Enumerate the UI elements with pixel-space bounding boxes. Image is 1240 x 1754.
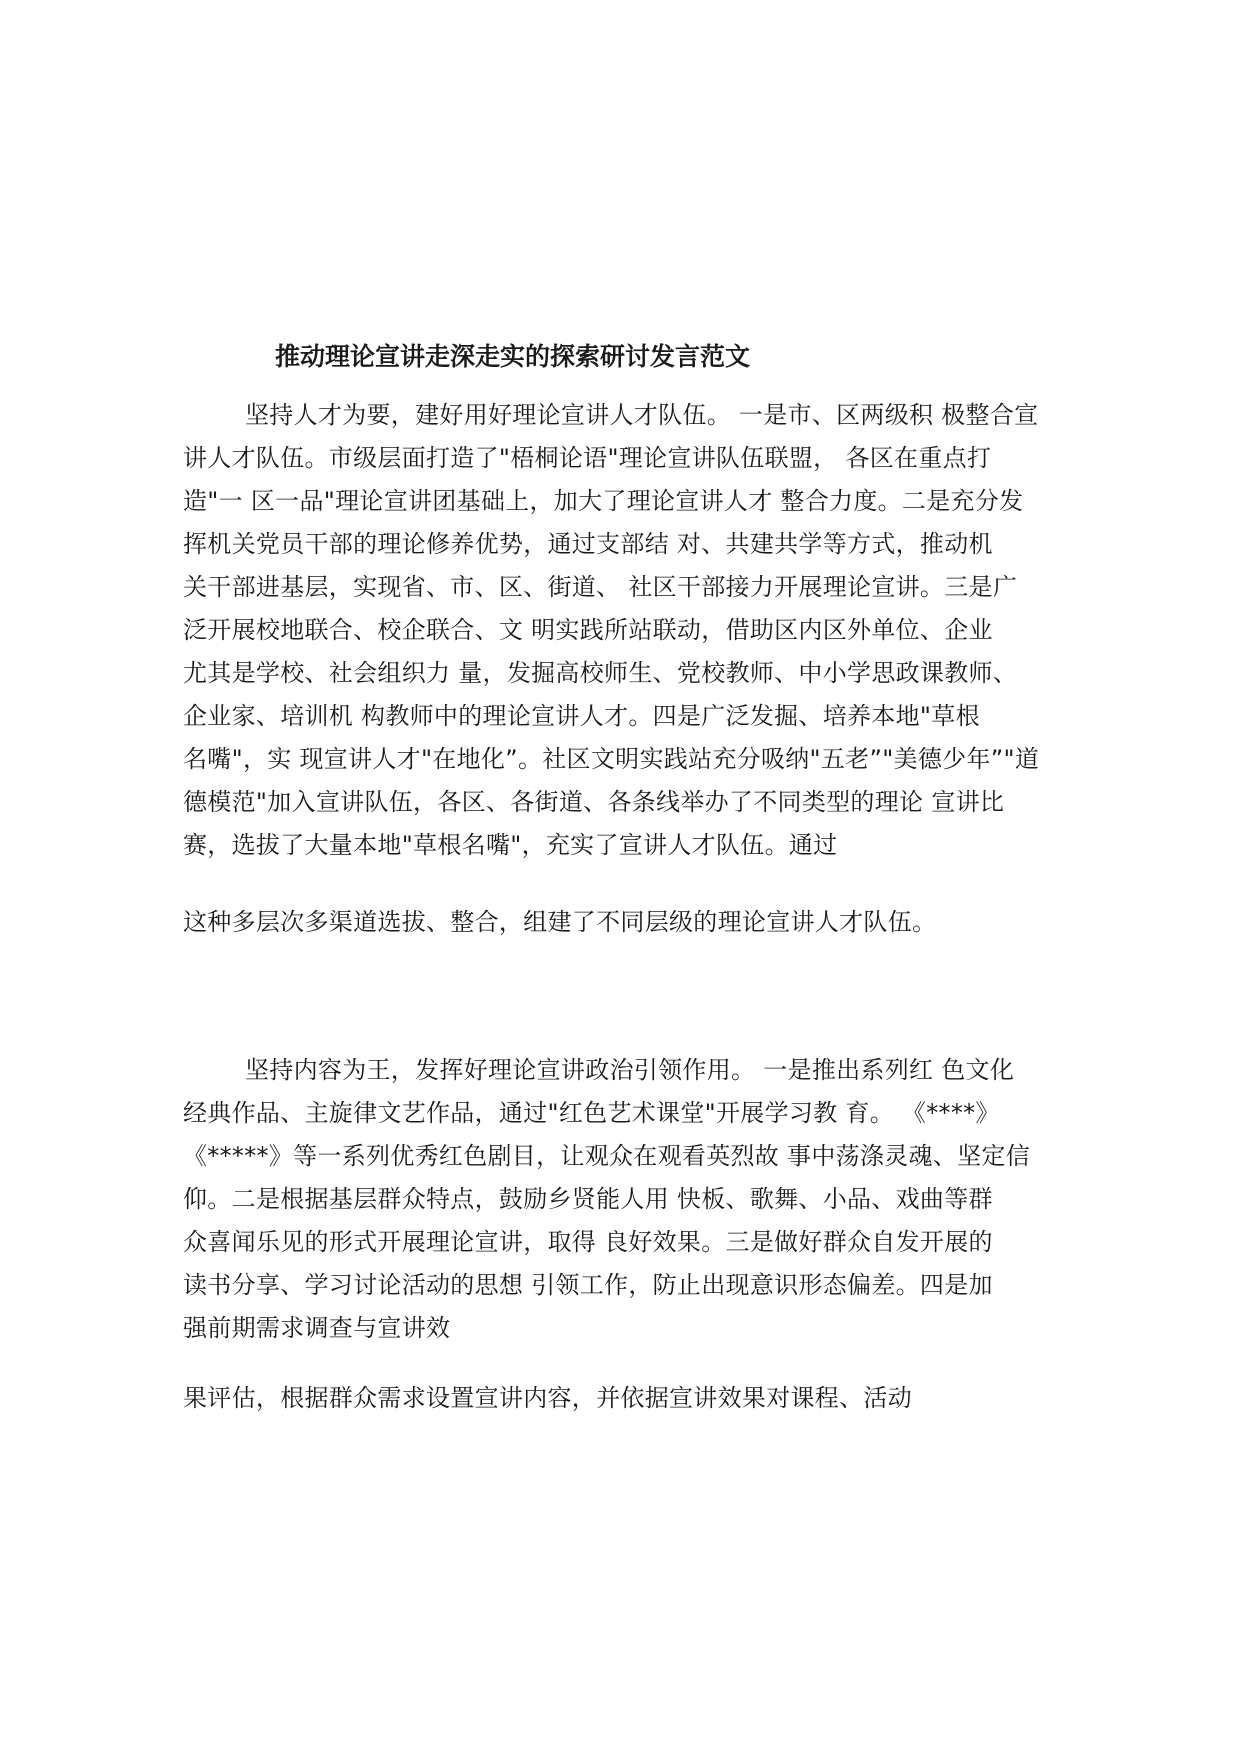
paragraph-line: 强前期需求调查与宣讲效 xyxy=(183,1314,451,1342)
paragraph-line: 关干部进基层，实现省、市、区、街道、 社区干部接力开展理论宣讲。三是广 xyxy=(183,573,1018,601)
paragraph-closing-line: 这种多层次多渠道选拔、整合，组建了不同层级的理论宣讲人才队伍。 xyxy=(183,908,937,936)
paragraph-closing-line: 果评估，根据群众需求设置宣讲内容，并依据宣讲效果对课程、活动 xyxy=(183,1384,912,1412)
paragraph-line: 《*****》等一系列优秀红色剧目，让观众在观看英烈故 事中荡涤灵魂、坚定信 xyxy=(183,1142,1031,1170)
paragraph-line: 德模范"加入宣讲队伍，各区、各街道、各条线举办了不同类型的理论 宣讲比 xyxy=(183,788,1005,816)
document-title: 推动理论宣讲走深走实的探索研讨发言范文 xyxy=(275,342,751,371)
paragraph-line: 坚持人才为要，建好用好理论宣讲人才队伍。 一是市、区两级积 极整合宣 xyxy=(245,401,1039,429)
paragraph-line: 造"一 区一品"理论宣讲团基础上，加大了理论宣讲人才 整合力度。二是充分发 xyxy=(183,487,1024,515)
paragraph-line: 经典作品、主旋律文艺作品，通过"红色艺术课堂"开展学习教 育。 《****》 xyxy=(183,1099,1000,1127)
paragraph-line: 赛，选拔了大量本地"草根名嘴"，充实了宣讲人才队伍。通过 xyxy=(183,831,838,859)
paragraph-line: 企业家、培训机 构教师中的理论宣讲人才。四是广泛发掘、培养本地"草根 xyxy=(183,702,980,730)
paragraph-line: 坚持内容为王，发挥好理论宣讲政治引领作用。 一是推出系列红 色文化 xyxy=(245,1056,1015,1084)
paragraph-line: 讲人才队伍。市级层面打造了"梧桐论语"理论宣讲队伍联盟， 各区在重点打 xyxy=(183,444,992,472)
paragraph-line: 泛开展校地联合、校企联合、文 明实践所站联动，借助区内区外单位、企业 xyxy=(183,616,993,644)
paragraph-line: 挥机关党员干部的理论修养优势，通过支部结 对、共建共学等方式，推动机 xyxy=(183,530,993,558)
paragraph-line: 众喜闻乐见的形式开展理论宣讲，取得 良好效果。三是做好群众自发开展的 xyxy=(183,1228,993,1256)
paragraph-line: 仰。二是根据基层群众特点，鼓励乡贤能人用 快板、歌舞、小品、戏曲等群 xyxy=(183,1185,993,1213)
paragraph-line: 尤其是学校、社会组织力 量，发掘高校师生、党校教师、中小学思政课教师、 xyxy=(183,659,1018,687)
paragraph-line: 名嘴"，实 现宣讲人才"在地化”。社区文明实践站充分吸纳"五老”"美德少年”"道 xyxy=(183,745,1040,773)
paragraph-line: 读书分享、学习讨论活动的思想 引领工作，防止出现意识形态偏差。四是加 xyxy=(183,1271,993,1299)
